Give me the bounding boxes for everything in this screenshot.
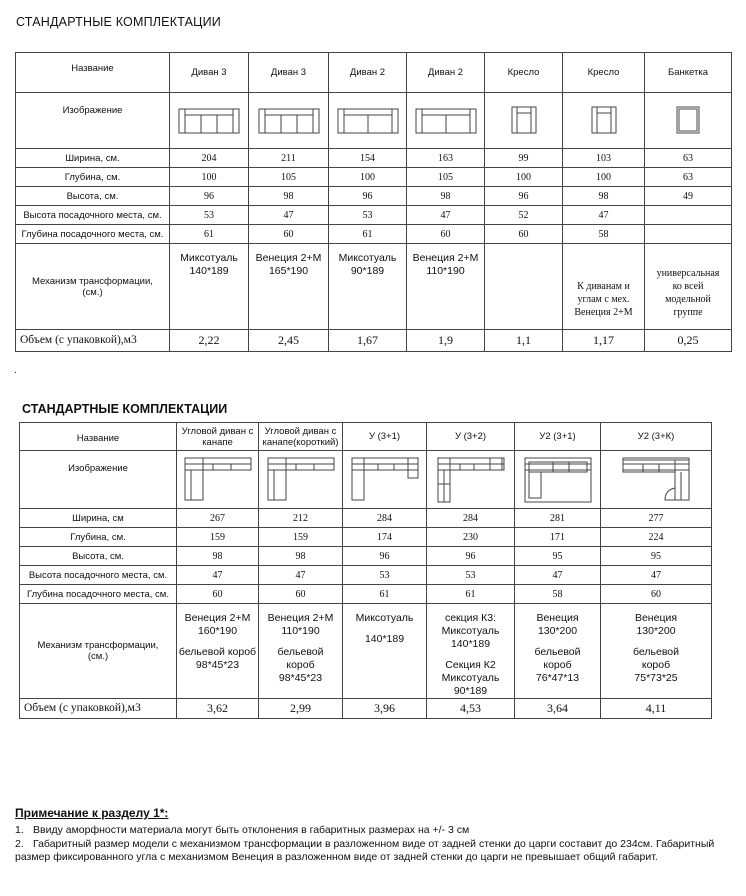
cell-width: 277 (601, 509, 712, 528)
row-label-volume: Объем (с упаковкой),м3 (16, 330, 170, 352)
column-header: Кресло (485, 53, 563, 93)
cell-mechanism (329, 244, 407, 330)
mechanism-line: модельной (665, 294, 711, 305)
sofa-2-icon (407, 103, 484, 139)
mechanism-line: Миксотуаль (441, 625, 500, 637)
corner-sofa-u2-3-k-icon (601, 456, 711, 504)
mechanism-line: 160*190 (197, 625, 238, 637)
mechanism-line: ко всей (672, 281, 704, 292)
row-label-seat-height: Высота посадочного места, см. (16, 206, 170, 225)
mechanism-line: 76*47*13 (535, 672, 580, 684)
mechanism-line: Миксотуаль (355, 612, 414, 624)
product-image (343, 451, 427, 509)
cell-seat-depth (645, 225, 732, 244)
cell-seat-height: 47 (601, 566, 712, 585)
mechanism-line: Миксотуаль (441, 672, 500, 684)
mechanism-line (601, 638, 711, 646)
table-row (16, 53, 732, 93)
column-header: У2 (3+К) (601, 423, 712, 451)
mechanism-line: углам с мех. (577, 294, 630, 305)
cell-mechanism (427, 604, 515, 699)
note-item-1 (15, 824, 731, 837)
mechanism-line: 90*189 (350, 265, 385, 277)
cell-mechanism (563, 244, 645, 330)
row-label-seat-height: Высота посадочного места, см. (20, 566, 177, 585)
cell-seat-height: 47 (563, 206, 645, 225)
cell-width: 204 (170, 149, 249, 168)
product-image (329, 93, 407, 149)
corner-sofa-3-1-icon (343, 456, 426, 504)
cell-volume: 4,53 (427, 699, 515, 719)
cell-mechanism (249, 244, 329, 330)
cell-width: 211 (249, 149, 329, 168)
mechanism-line: 140*189 (189, 265, 229, 277)
cell-depth: 230 (427, 528, 515, 547)
corner-sofa-u2-3-1-icon (515, 456, 600, 504)
column-header: У (3+1) (343, 423, 427, 451)
cell-height: 98 (249, 187, 329, 206)
cell-seat-depth: 61 (170, 225, 249, 244)
cell-seat-height: 53 (329, 206, 407, 225)
mechanism-line: 140*189 (364, 633, 405, 645)
cell-width: 154 (329, 149, 407, 168)
cell-depth: 100 (563, 168, 645, 187)
cell-depth: 100 (170, 168, 249, 187)
cell-seat-height: 47 (515, 566, 601, 585)
mechanism-line: бельевой короб (178, 646, 257, 658)
row-label-image: Изображение (16, 93, 170, 149)
cell-seat-depth: 61 (343, 585, 427, 604)
cell-width: 281 (515, 509, 601, 528)
column-header: Угловой диван с канапе(короткий) (259, 423, 343, 451)
row-label-image: Изображение (20, 451, 177, 509)
mechanism-line (259, 638, 342, 646)
row-label-width: Ширина, см. (16, 149, 170, 168)
cell-volume: 2,99 (259, 699, 343, 719)
mechanism-line: Секция К2 (445, 659, 496, 671)
product-image (485, 93, 563, 149)
cell-depth: 174 (343, 528, 427, 547)
cell-seat-height: 47 (407, 206, 485, 225)
spec-table-1 (15, 52, 732, 352)
cell-mechanism (645, 244, 732, 330)
cell-height: 96 (329, 187, 407, 206)
table-row (20, 566, 712, 585)
mechanism-line: группе (673, 307, 703, 318)
cell-height: 98 (563, 187, 645, 206)
cell-mechanism (259, 604, 343, 699)
corner-sofa-canape-icon (177, 456, 258, 504)
cell-width: 163 (407, 149, 485, 168)
cell-depth: 224 (601, 528, 712, 547)
cell-depth: 100 (485, 168, 563, 187)
cell-volume: 3,64 (515, 699, 601, 719)
cell-seat-depth: 60 (259, 585, 343, 604)
mechanism-line: Венеция 2+М (184, 612, 251, 624)
table-row (16, 225, 732, 244)
product-image (645, 93, 732, 149)
mechanism-line (177, 638, 258, 646)
row-label-height: Высота, см. (16, 187, 170, 206)
cell-width: 99 (485, 149, 563, 168)
mechanism-line (515, 638, 600, 646)
column-header: Диван 2 (329, 53, 407, 93)
column-header: У2 (3+1) (515, 423, 601, 451)
cell-seat-height: 53 (343, 566, 427, 585)
mechanism-line: универсальная (656, 268, 720, 279)
cell-volume: 3,96 (343, 699, 427, 719)
mechanism-line: короб (641, 659, 671, 671)
cell-height: 49 (645, 187, 732, 206)
cell-mechanism (343, 604, 427, 699)
cell-width: 284 (343, 509, 427, 528)
product-image (563, 93, 645, 149)
cell-seat-height: 53 (170, 206, 249, 225)
spec-table-2 (19, 422, 712, 719)
table-row (16, 330, 732, 352)
cell-seat-height (645, 206, 732, 225)
sofa-3-icon (170, 103, 248, 139)
mechanism-line: секция К3: (444, 612, 497, 624)
cell-seat-depth: 58 (515, 585, 601, 604)
cell-volume: 3,62 (177, 699, 259, 719)
table-row (16, 206, 732, 225)
cell-depth: 105 (249, 168, 329, 187)
cell-depth: 159 (259, 528, 343, 547)
mechanism-line: короб (543, 659, 572, 671)
note-item-2 (15, 838, 731, 864)
mechanism-line: 110*190 (426, 265, 465, 277)
cell-seat-depth: 61 (427, 585, 515, 604)
column-header: Угловой диван с канапе (177, 423, 259, 451)
mechanism-line: Венеция (536, 612, 579, 624)
cell-mechanism (407, 244, 485, 330)
cell-volume: 1,9 (407, 330, 485, 352)
cell-width: 284 (427, 509, 515, 528)
cell-mechanism (485, 244, 563, 330)
table-row (20, 585, 712, 604)
table-row (16, 244, 732, 330)
cell-height: 98 (407, 187, 485, 206)
armchair-icon (563, 103, 644, 139)
product-image (170, 93, 249, 149)
table-row (16, 187, 732, 206)
cell-mechanism (177, 604, 259, 699)
mechanism-line: короб (286, 659, 315, 671)
stray-mark: . (14, 365, 17, 376)
cell-depth: 63 (645, 168, 732, 187)
note-text: Ввиду аморфности материала могут быть отклонения в габаритных размерах на +/- 3 см (33, 824, 470, 836)
product-image (407, 93, 485, 149)
cell-seat-depth: 58 (563, 225, 645, 244)
section2-title: СТАНДАРТНЫЕ КОМПЛЕКТАЦИИ (22, 402, 228, 416)
cell-depth: 171 (515, 528, 601, 547)
mechanism-line: Венеция 2+М (412, 252, 479, 264)
cell-depth: 100 (329, 168, 407, 187)
row-label-name: Название (16, 53, 170, 93)
column-header: Кресло (563, 53, 645, 93)
row-label-depth: Глубина, см. (20, 528, 177, 547)
cell-seat-height: 53 (427, 566, 515, 585)
mechanism-line: 90*189 (453, 685, 488, 697)
row-label-width: Ширина, см (20, 509, 177, 528)
row-label-height: Высота, см. (20, 547, 177, 566)
cell-height: 96 (343, 547, 427, 566)
mechanism-line: 98*45*23 (195, 659, 240, 671)
mechanism-line: Венеция 2+М (255, 252, 322, 264)
table-row (20, 547, 712, 566)
cell-mechanism (170, 244, 249, 330)
mechanism-line: 130*200 (636, 625, 676, 637)
cell-seat-height: 52 (485, 206, 563, 225)
mechanism-line: бельевой (277, 646, 324, 658)
cell-height: 96 (170, 187, 249, 206)
cell-volume: 1,17 (563, 330, 645, 352)
armchair-icon (485, 103, 562, 139)
mechanism-line (343, 625, 426, 633)
cell-seat-depth: 60 (177, 585, 259, 604)
column-header: Банкетка (645, 53, 732, 93)
mechanism-line: Миксотуаль (338, 252, 397, 264)
mechanism-line: 110*190 (281, 625, 320, 637)
table-row (20, 699, 712, 719)
sofa-3-icon (249, 103, 328, 139)
mechanism-line: бельевой (633, 646, 679, 658)
cell-seat-depth: 60 (601, 585, 712, 604)
cell-height: 96 (427, 547, 515, 566)
table-row (20, 604, 712, 699)
cell-seat-depth: 60 (249, 225, 329, 244)
corner-sofa-3-2-icon (427, 456, 514, 504)
mechanism-line: 140*189 (450, 638, 491, 650)
column-header: У (3+2) (427, 423, 515, 451)
table-row (20, 423, 712, 451)
table-row (20, 451, 712, 509)
notes-title: Примечание к разделу 1*: (15, 806, 169, 820)
row-label-depth: Глубина, см. (16, 168, 170, 187)
mechanism-line: Венеция (634, 612, 678, 624)
cell-mechanism (601, 604, 712, 699)
product-image (515, 451, 601, 509)
cell-height: 95 (515, 547, 601, 566)
cell-volume: 0,25 (645, 330, 732, 352)
cell-volume: 1,1 (485, 330, 563, 352)
cell-seat-depth: 60 (485, 225, 563, 244)
cell-seat-height: 47 (259, 566, 343, 585)
cell-height: 96 (485, 187, 563, 206)
mechanism-line (427, 651, 514, 659)
product-image (249, 93, 329, 149)
table-row (16, 93, 732, 149)
cell-depth: 159 (177, 528, 259, 547)
mechanism-line: Венеция 2+М (267, 612, 334, 624)
note-prefix: 2. (15, 838, 24, 850)
product-image (601, 451, 712, 509)
cell-depth: 105 (407, 168, 485, 187)
row-label-mechanism: Механизм трансформации, (см.) (16, 244, 170, 330)
cell-width: 267 (177, 509, 259, 528)
table-row (20, 509, 712, 528)
cell-width: 103 (563, 149, 645, 168)
sofa-2-icon (329, 103, 406, 139)
mechanism-line: 130*200 (537, 625, 578, 637)
corner-sofa-short-icon (259, 456, 342, 504)
ottoman-icon (645, 103, 731, 139)
cell-height: 98 (177, 547, 259, 566)
cell-seat-height: 47 (177, 566, 259, 585)
product-image (177, 451, 259, 509)
mechanism-line: 98*45*23 (278, 672, 323, 684)
row-label-seat-depth: Глубина посадочного места, см. (20, 585, 177, 604)
cell-volume: 2,22 (170, 330, 249, 352)
column-header: Диван 3 (249, 53, 329, 93)
row-label-name: Название (20, 423, 177, 451)
mechanism-line: 165*190 (268, 265, 309, 277)
row-label-mechanism: Механизм трансформации, (см.) (20, 604, 177, 699)
cell-seat-height: 47 (249, 206, 329, 225)
table-row (16, 149, 732, 168)
note-prefix: 1. (15, 824, 24, 836)
mechanism-line: Миксотуаль (180, 252, 238, 264)
cell-seat-depth: 60 (407, 225, 485, 244)
section1-title: СТАНДАРТНЫЕ КОМПЛЕКТАЦИИ (16, 15, 221, 29)
table-row (20, 528, 712, 547)
row-label-volume: Объем (с упаковкой),м3 (20, 699, 177, 719)
cell-volume: 2,45 (249, 330, 329, 352)
product-image (427, 451, 515, 509)
cell-height: 98 (259, 547, 343, 566)
cell-volume: 4,11 (601, 699, 712, 719)
cell-volume: 1,67 (329, 330, 407, 352)
cell-height: 95 (601, 547, 712, 566)
mechanism-line: 75*73*25 (634, 672, 678, 684)
mechanism-line: К диванам и (577, 281, 630, 292)
column-header: Диван 3 (170, 53, 249, 93)
product-image (259, 451, 343, 509)
table-row (16, 168, 732, 187)
cell-width: 63 (645, 149, 732, 168)
mechanism-line: Венеция 2+М (574, 307, 633, 318)
note-text: Габаритный размер модели с механизмом трансформации в разложенном виде от задней стенки до царги составит до 234см. Габаритный размер фиксированного угла с механизмом Венеция в разложенном виде от задней стенки до царги не превышает общий габарит. (15, 838, 715, 863)
column-header: Диван 2 (407, 53, 485, 93)
cell-seat-depth: 61 (329, 225, 407, 244)
mechanism-line: бельевой (534, 646, 581, 658)
row-label-seat-depth: Глубина посадочного места, см. (16, 225, 170, 244)
cell-width: 212 (259, 509, 343, 528)
cell-mechanism (515, 604, 601, 699)
